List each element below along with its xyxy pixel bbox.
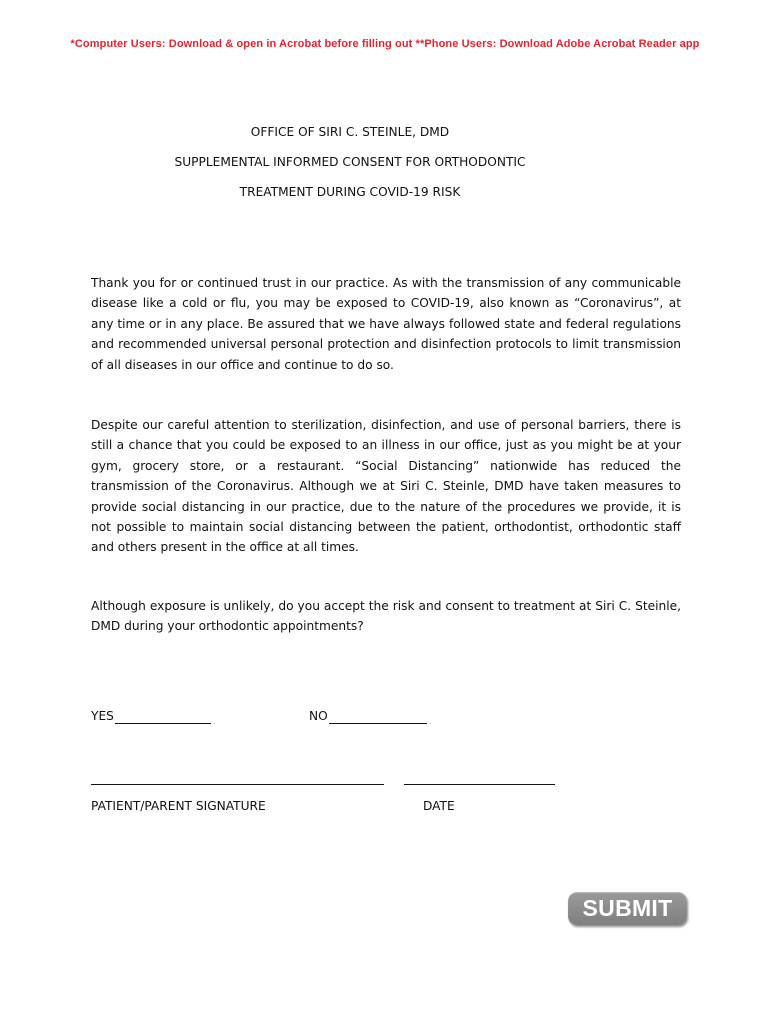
risk-paragraph: Despite our careful attention to sterilization, disinfection, and use of personal barriers, there is still a chance that you could be exposed to an illness in our office, just as you might be at your gym, grocery store, or a restaurant. “Social Distancing” nationwide has reduced the transmission of the Coronavirus. Although we at Siri C. Steinle, DMD have taken measures to provide social distancing in our practice, due to the nature of the procedures we provide, it is not possible to maintain social distancing between the patient, orthodontist, orthodontic staff and others present in the office at all times. bbox=[91, 418, 681, 555]
submit-button[interactable]: SUBMIT bbox=[568, 892, 687, 925]
form-title-line-2: TREATMENT DURING COVID-19 RISK bbox=[239, 185, 461, 199]
intro-paragraph: Thank you for or continued trust in our practice. As with the transmission of any communicable disease like a cold or flu, you may be exposed to COVID-19, also known as “Coronavirus”, at any time or in any place. Be assured that we have always followed state and federal regulations and recommended universal personal protection and disinfection protocols to limit transmission of all diseases in our office and continue to do so. bbox=[91, 276, 681, 372]
date-label: DATE bbox=[423, 799, 455, 813]
no-field[interactable] bbox=[329, 723, 427, 724]
date-field[interactable] bbox=[404, 784, 555, 785]
yes-field[interactable] bbox=[115, 723, 211, 724]
no-label: NO bbox=[309, 709, 328, 723]
download-notice: *Computer Users: Download & open in Acrobat before filling out **Phone Users: Download Adobe Acrobat Reader app bbox=[70, 38, 700, 50]
signature-field[interactable] bbox=[91, 784, 384, 785]
form-title-line-1: SUPPLEMENTAL INFORMED CONSENT FOR ORTHODONTIC bbox=[174, 155, 526, 169]
consent-question: Although exposure is unlikely, do you accept the risk and consent to treatment at Siri C. Steinle, DMD during your orthodontic appointments? bbox=[91, 599, 681, 634]
signature-label: PATIENT/PARENT SIGNATURE bbox=[91, 799, 266, 813]
yes-label: YES bbox=[91, 709, 114, 723]
office-name: OFFICE OF SIRI C. STEINLE, DMD bbox=[250, 125, 450, 139]
